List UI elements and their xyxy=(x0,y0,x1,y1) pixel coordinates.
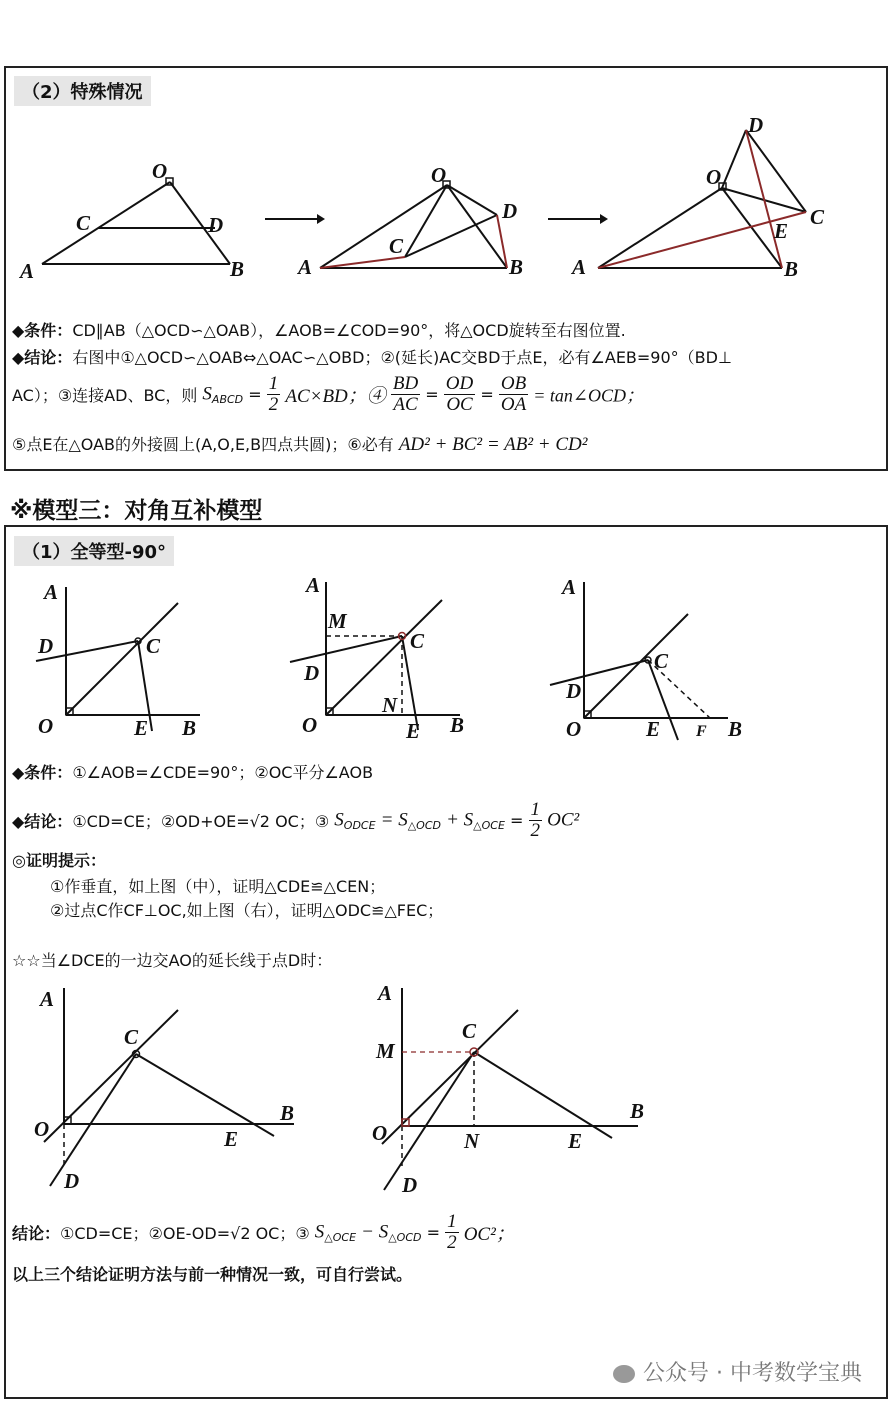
fig2-label-B: B xyxy=(509,255,524,279)
figD-label-E: E xyxy=(224,1127,239,1151)
figure-rotation-step1 xyxy=(295,150,545,290)
figure-congruent-right xyxy=(548,570,768,745)
proof-hint-title: ◎证明提示： xyxy=(12,851,106,870)
figA-label-A: A xyxy=(44,580,59,604)
fig1-label-O: O xyxy=(152,159,168,183)
figure-extension-left xyxy=(30,980,320,1195)
section-title-special-case: （2）特殊情况 xyxy=(14,76,151,106)
figE-label-C: C xyxy=(462,1019,477,1043)
fraction-half-3: $\frac{1}{2}$ xyxy=(447,1211,457,1253)
figC-label-E: E xyxy=(646,717,661,741)
figC-label-D: D xyxy=(566,679,582,703)
figA-label-C: C xyxy=(146,634,161,658)
fraction-ob-oa: $\frac{OB}{OA}$ xyxy=(500,373,527,415)
figC-label-C: C xyxy=(654,649,669,673)
figA-label-B: B xyxy=(182,716,197,740)
figB-label-B: B xyxy=(450,713,465,737)
fig1-label-A: A xyxy=(20,259,35,283)
figB-label-C: C xyxy=(410,629,425,653)
figB-label-N: N xyxy=(382,693,398,717)
figure-rotation-step2 xyxy=(570,110,840,290)
figD-label-D: D xyxy=(64,1169,80,1193)
watermark: 公众号 · 中考数学宝典 xyxy=(613,1356,862,1387)
fig2-label-A: A xyxy=(298,255,313,279)
figD-label-A: A xyxy=(40,987,55,1011)
section-title-congruent-90: （1）全等型-90° xyxy=(14,536,174,566)
fraction-half: $\frac{1}{2}$ xyxy=(268,373,279,415)
fig3-label-A: A xyxy=(572,255,587,279)
fig3-label-D: D xyxy=(748,113,764,137)
figE-label-E: E xyxy=(568,1129,583,1153)
figure-congruent-left xyxy=(30,575,230,745)
fig3-label-E: E xyxy=(774,219,789,243)
figure-congruent-middle xyxy=(290,570,490,745)
conclusion-line-3: ⑤点E在△OAB的外接圆上(A,O,E,B四点共圆)；⑥必有 AD² + BC² = AB² + CD² xyxy=(12,434,588,455)
figA-label-O: O xyxy=(38,714,54,738)
figB-label-D: D xyxy=(304,661,320,685)
figC-label-B: B xyxy=(728,717,743,741)
figC-label-O: O xyxy=(566,717,582,741)
proof-hint-2: ②过点C作CF⊥OC,如上图（右），证明△ODC≌△FEC； xyxy=(50,901,444,920)
wechat-icon xyxy=(613,1365,635,1383)
extension-note: ☆☆当∠DCE的一边交AO的延长线于点D时： xyxy=(12,951,333,970)
figD-label-B: B xyxy=(280,1101,295,1125)
figB-label-A: A xyxy=(306,573,321,597)
figE-label-B: B xyxy=(630,1099,645,1123)
figure-trapezoid xyxy=(20,150,260,290)
fig2-label-O: O xyxy=(431,163,447,187)
conclusion-line-5: 结论：①CD=CE；②OE-OD=√2 OC；③ $S_{\triangle OCE} - S_{\triangle OCD}$ = $\frac{1}{2}$ OC²； xyxy=(12,1211,515,1253)
figC-label-A: A xyxy=(562,575,577,599)
fig2-label-C: C xyxy=(389,234,404,258)
fraction-half-2: $\frac{1}{2}$ xyxy=(530,799,541,841)
fig3-label-C: C xyxy=(810,205,825,229)
fraction-od-oc: $\frac{OD}{OC}$ xyxy=(445,373,474,415)
figD-label-O: O xyxy=(34,1117,50,1141)
figA-label-E: E xyxy=(134,716,149,740)
figD-label-C: C xyxy=(124,1025,139,1049)
figE-label-M: M xyxy=(376,1039,395,1063)
figE-label-N: N xyxy=(464,1129,480,1153)
fig1-label-B: B xyxy=(230,257,245,281)
fig2-label-D: D xyxy=(502,199,518,223)
conclusion-line-1: ◆结论：右图中①△OCD∽△OAB⇔△OAC∽△OBD；②(延长)AC交BD于点E，必有∠AEB=90°（BD⊥ xyxy=(12,348,732,367)
fig1-label-C: C xyxy=(76,211,91,235)
figA-label-D: D xyxy=(38,634,54,658)
figB-label-E: E xyxy=(406,719,421,743)
model-three-heading: ※模型三：对角互补模型 xyxy=(10,498,263,524)
figB-label-O: O xyxy=(302,713,318,737)
figE-label-D: D xyxy=(402,1173,418,1197)
proof-hint-1: ①作垂直，如上图（中），证明△CDE≌△CEN； xyxy=(50,877,386,896)
conclusion-line-4: ◆结论：①CD=CE；②OD+OE=√2 OC；③ $S_{ODCE} = S_{\triangle OCD} + S_{\triangle OCE}$ = $\frac{1}{2}$ OC² xyxy=(12,799,580,841)
fraction-bd-ac: $\frac{BD}{AC}$ xyxy=(392,373,419,415)
figE-label-O: O xyxy=(372,1121,388,1145)
fig3-label-O: O xyxy=(706,165,722,189)
figE-label-A: A xyxy=(378,981,393,1005)
closing-note: 以上三个结论证明方法与前一种情况一致，可自行尝试。 xyxy=(12,1265,413,1284)
figure-extension-right xyxy=(368,980,668,1195)
figC-label-F: F xyxy=(696,723,707,740)
condition-line-2: ◆条件：①∠AOB=∠CDE=90°；②OC平分∠AOB xyxy=(12,763,374,782)
condition-line-1: ◆条件：CD∥AB（△OCD∽△OAB），∠AOB=∠COD=90°，将△OCD旋转至右图位置. xyxy=(12,321,626,340)
conclusion-line-2: AC）；③连接AD、BC，则 $S_{ABCD}$ = $\frac{1}{2}$ AC×BD；④ $\frac{BD}{AC}$ = $\frac{OD}{OC}$ = $\frac{OB}{OA}$ = tan∠OCD； xyxy=(12,373,644,415)
figB-label-M: M xyxy=(328,609,347,633)
fig1-label-D: D xyxy=(208,213,224,237)
fig3-label-B: B xyxy=(784,257,799,281)
